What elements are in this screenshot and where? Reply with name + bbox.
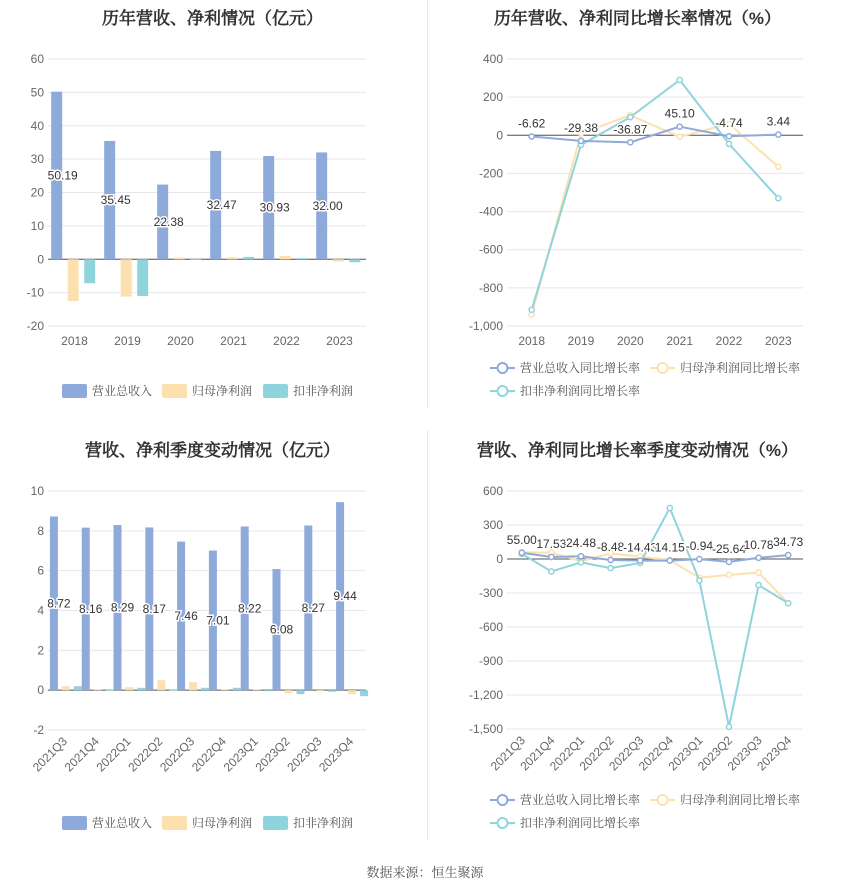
x-tick-label: 2021Q4 <box>61 734 102 775</box>
growth-data-label: 17.53 <box>536 537 567 552</box>
revenue-data-label: 6.08 <box>269 622 294 637</box>
x-tick-label: 2022Q1 <box>547 733 588 774</box>
revenue-growth-point <box>578 554 583 559</box>
net-profit-bar <box>126 687 134 690</box>
deducted-profit-bar <box>233 688 241 690</box>
deducted-profit-growth-line <box>532 80 779 310</box>
x-tick-label: 2023Q4 <box>316 734 357 775</box>
y-tick-label: -1,500 <box>468 722 503 736</box>
legend-label: 营业总收入 <box>92 384 153 398</box>
net-profit-growth-point <box>677 134 682 139</box>
x-tick-label: 2023Q1 <box>665 733 706 774</box>
y-tick-label: 0 <box>37 252 44 267</box>
deducted-profit-growth-point <box>608 565 613 570</box>
net-profit-bar <box>221 689 229 690</box>
deducted-profit-growth-point <box>786 601 791 606</box>
x-tick-label: 2023Q2 <box>695 733 736 774</box>
x-tick-label: 2021Q3 <box>29 734 71 775</box>
deducted-profit-bar <box>328 690 336 692</box>
deducted-profit-growth-point <box>677 77 682 82</box>
y-tick-label: 200 <box>482 90 503 105</box>
y-tick-label: 4 <box>37 603 44 618</box>
deducted-profit-growth-point <box>529 307 534 312</box>
growth-data-label: -14.43 <box>623 540 658 555</box>
x-tick-label: 2022Q2 <box>576 733 617 774</box>
deducted-profit-growth-point <box>776 196 781 201</box>
deducted-profit-bar <box>169 690 177 691</box>
y-tick-label: 60 <box>30 52 44 66</box>
deducted-profit-bar <box>265 690 273 691</box>
revenue-data-label: 8.17 <box>142 601 166 616</box>
x-tick-label: 2021 <box>220 334 247 348</box>
revenue-growth-point <box>776 132 781 137</box>
y-tick-label: 20 <box>30 185 44 200</box>
y-tick-label: 50 <box>30 85 44 100</box>
x-tick-label: 2018 <box>61 334 88 348</box>
y-tick-label: 10 <box>30 218 44 233</box>
revenue-growth-point <box>726 134 731 139</box>
growth-data-label: 10.78 <box>743 537 774 552</box>
net-profit-growth-point <box>776 164 781 169</box>
annual-revenue-profit-title: 历年营收、净利情况（亿元） <box>102 9 323 28</box>
growth-data-label: -29.38 <box>563 120 599 135</box>
deducted-profit-bar <box>296 258 307 259</box>
revenue-growth-point <box>726 559 731 564</box>
x-tick-label: 2021 <box>666 334 694 348</box>
y-tick-label: -600 <box>478 620 503 634</box>
legend-label: 扣非净利润同比增长率 <box>520 816 641 830</box>
revenue-growth-point <box>519 550 524 555</box>
net-profit-bar <box>62 686 70 690</box>
x-tick-label: 2022Q1 <box>93 734 134 775</box>
x-tick-label: 2020 <box>167 334 194 348</box>
y-tick-label: 0 <box>496 552 503 566</box>
x-tick-label: 2022Q4 <box>635 733 676 774</box>
net-profit-bar <box>333 259 344 261</box>
x-tick-label: 2023Q1 <box>220 734 261 775</box>
growth-data-label: -25.64 <box>711 541 747 556</box>
growth-data-label: -4.74 <box>715 116 743 131</box>
legend-marker <box>498 795 508 805</box>
revenue-data-label: 32.00 <box>312 198 343 213</box>
legend-label: 扣非净利润 <box>293 384 354 398</box>
y-tick-label: -1,000 <box>468 319 503 333</box>
net-profit-bar <box>316 690 324 691</box>
x-tick-label: 2023 <box>764 334 792 348</box>
growth-data-label: 14.15 <box>654 540 685 555</box>
x-tick-label: 2021Q3 <box>487 733 528 774</box>
net-profit-growth-point <box>726 572 731 577</box>
x-tick-label: 2023 <box>326 334 353 348</box>
revenue-data-label: 35.45 <box>100 193 131 208</box>
legend-marker <box>658 363 668 373</box>
revenue-growth-point <box>756 555 761 560</box>
y-tick-label: -900 <box>478 654 503 668</box>
y-tick-label: 8 <box>37 523 44 538</box>
revenue-data-label: 22.38 <box>153 214 184 229</box>
revenue-growth-point <box>786 552 791 557</box>
x-tick-label: 2022Q3 <box>157 734 198 775</box>
x-tick-label: 2022 <box>715 334 743 348</box>
x-tick-label: 2022 <box>273 334 300 348</box>
legend-label: 归母净利润 <box>192 384 253 398</box>
legend-swatch <box>62 384 87 398</box>
revenue-growth-point <box>578 138 583 143</box>
deducted-profit-growth-point <box>628 115 633 120</box>
revenue-data-label: 7.01 <box>206 613 230 628</box>
x-tick-label: 2023Q3 <box>724 733 765 774</box>
y-tick-label: 6 <box>37 563 44 578</box>
revenue-growth-point <box>677 124 682 129</box>
growth-data-label: 45.10 <box>664 106 695 121</box>
y-tick-label: 40 <box>30 118 44 133</box>
net-profit-growth-line <box>532 115 779 314</box>
y-tick-label: 400 <box>482 52 503 66</box>
legend-label: 扣非净利润同比增长率 <box>520 384 641 398</box>
legend-label: 营业总收入 <box>92 816 153 830</box>
y-tick-label: -2 <box>33 723 44 737</box>
y-tick-label: 0 <box>37 683 44 698</box>
legend-label: 归母净利润同比增长率 <box>680 361 801 375</box>
revenue-growth-point <box>638 558 643 563</box>
deducted-profit-bar <box>349 259 360 262</box>
growth-data-label: 55.00 <box>506 532 537 547</box>
net-profit-bar <box>189 682 197 690</box>
y-tick-label: -10 <box>26 285 44 300</box>
x-tick-label: 2020 <box>616 334 644 348</box>
deducted-profit-bar <box>360 690 368 696</box>
legend-marker <box>658 795 668 805</box>
deducted-profit-growth-point <box>667 505 672 510</box>
y-tick-label: 10 <box>30 484 44 498</box>
x-tick-label: 2022Q2 <box>125 734 166 775</box>
net-profit-bar <box>94 689 102 690</box>
legend-label: 归母净利润同比增长率 <box>680 793 801 807</box>
revenue-data-label: 32.47 <box>206 198 237 213</box>
growth-data-label: 34.73 <box>773 535 804 550</box>
legend-swatch <box>162 816 187 830</box>
deducted-profit-bar <box>74 686 82 690</box>
x-tick-label: 2018 <box>518 334 546 348</box>
y-tick-label: 300 <box>482 518 503 532</box>
legend-swatch <box>263 816 288 830</box>
deducted-profit-bar <box>137 259 148 296</box>
net-profit-growth-point <box>756 570 761 575</box>
deducted-profit-bar <box>243 257 254 259</box>
revenue-data-label: 8.16 <box>79 601 103 616</box>
net-profit-bar <box>121 259 132 296</box>
legend-swatch <box>62 816 87 830</box>
legend-label: 归母净利润 <box>192 816 253 830</box>
y-tick-label: 0 <box>496 128 503 143</box>
deducted-profit-growth-point <box>726 141 731 146</box>
quarterly-growth-title: 营收、净利同比增长率季度变动情况（%） <box>476 441 799 460</box>
revenue-growth-point <box>608 557 613 562</box>
data-source-note: 数据来源：恒生聚源 <box>366 865 484 880</box>
x-tick-label: 2021Q4 <box>517 733 558 774</box>
y-tick-label: -1,200 <box>468 688 503 702</box>
y-tick-label: -800 <box>478 280 503 295</box>
revenue-growth-point <box>628 140 633 145</box>
grid-group-1 <box>469 52 803 333</box>
net-profit-bar <box>285 690 293 693</box>
x-tick-label: 2019 <box>567 334 595 348</box>
x-tick-label: 2023Q2 <box>252 734 293 775</box>
net-profit-bar <box>157 680 165 690</box>
revenue-data-label: 8.72 <box>47 596 71 611</box>
legend-marker <box>498 386 508 396</box>
growth-data-label: -8.48 <box>596 539 625 554</box>
net-profit-bar <box>280 256 291 259</box>
x-tick-label: 2022Q4 <box>188 734 230 775</box>
revenue-data-label: 50.19 <box>47 168 78 183</box>
deducted-profit-bar <box>201 688 209 690</box>
net-profit-bar <box>253 689 261 690</box>
y-tick-label: -400 <box>478 204 503 219</box>
legend-label: 营业总收入同比增长率 <box>520 361 641 375</box>
revenue-growth-point <box>529 134 534 139</box>
y-tick-label: -300 <box>478 586 503 600</box>
y-tick-label: 2 <box>37 643 44 658</box>
deducted-profit-growth-point <box>726 724 731 729</box>
revenue-data-label: 30.93 <box>259 200 290 215</box>
revenue-data-label: 8.29 <box>110 600 135 615</box>
revenue-growth-point <box>549 554 554 559</box>
deducted-profit-growth-point <box>697 578 702 583</box>
revenue-data-label: 7.46 <box>174 608 198 623</box>
growth-data-label: -6.62 <box>517 116 546 131</box>
revenue-growth-point <box>667 558 672 563</box>
net-profit-bar <box>174 258 185 260</box>
deducted-profit-bar <box>190 259 201 260</box>
y-tick-label: -200 <box>478 166 503 181</box>
legend-label: 扣非净利润 <box>293 816 354 830</box>
deducted-profit-bar <box>106 690 114 691</box>
deducted-profit-growth-point <box>578 560 583 565</box>
x-tick-label: 2023Q3 <box>284 734 325 775</box>
revenue-data-label: 9.44 <box>333 589 357 604</box>
y-tick-label: 30 <box>30 152 44 167</box>
legend-swatch <box>162 384 187 398</box>
legend-swatch <box>263 384 288 398</box>
net-profit-bar <box>348 690 356 694</box>
legend-label: 营业总收入同比增长率 <box>520 793 641 807</box>
deducted-profit-growth-point <box>756 582 761 587</box>
annual-growth-title: 历年营收、净利同比增长率情况（%） <box>493 9 782 28</box>
deducted-profit-growth-point <box>549 569 554 574</box>
quarterly-revenue-profit-title: 营收、净利季度变动情况（亿元） <box>85 441 340 460</box>
deducted-profit-bar <box>138 688 146 690</box>
growth-data-label: -36.87 <box>613 122 648 137</box>
y-tick-label: -600 <box>478 242 503 257</box>
deducted-profit-bar <box>297 690 305 694</box>
y-tick-label: 600 <box>482 484 503 498</box>
legend-marker <box>498 363 508 373</box>
growth-data-label: 24.48 <box>565 536 597 551</box>
revenue-data-label: 8.27 <box>301 600 325 615</box>
revenue-growth-point <box>697 557 702 562</box>
net-profit-bar <box>68 259 79 301</box>
net-profit-bar <box>227 257 238 259</box>
revenue-data-label: 8.22 <box>238 601 262 616</box>
legend-marker <box>498 818 508 828</box>
deducted-profit-bar <box>84 259 95 283</box>
growth-data-label: 3.44 <box>766 114 791 129</box>
y-tick-label: -20 <box>26 319 44 333</box>
growth-data-label: -0.94 <box>685 539 714 554</box>
x-tick-label: 2022Q3 <box>606 733 647 774</box>
x-tick-label: 2023Q4 <box>754 733 795 774</box>
x-tick-label: 2019 <box>114 334 141 348</box>
